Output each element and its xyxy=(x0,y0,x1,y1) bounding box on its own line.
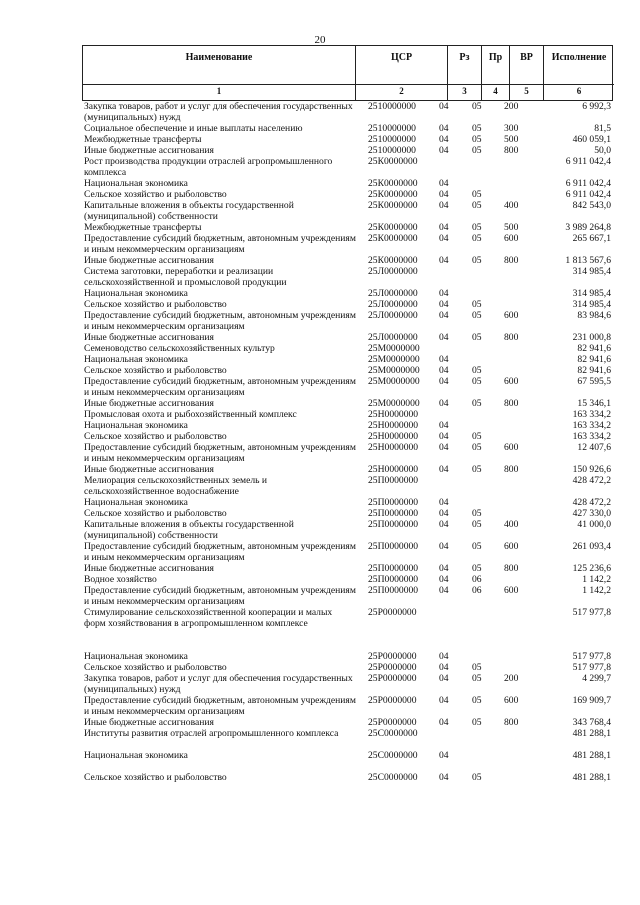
row-pr: 05 xyxy=(472,200,482,211)
row-rz: 04 xyxy=(439,365,449,376)
row-name: Иные бюджетные ассигнования xyxy=(84,255,214,266)
row-csr: 25Р0000000 xyxy=(368,662,417,673)
row-rz: 04 xyxy=(439,464,449,475)
page-number: 20 xyxy=(314,34,326,46)
row-pr: 05 xyxy=(472,299,482,310)
row-rz: 04 xyxy=(439,772,449,783)
row-name: Сельское хозяйство и рыболовство xyxy=(84,508,227,519)
row-csr: 25П0000000 xyxy=(368,475,419,486)
table-row xyxy=(82,266,613,288)
row-execution: 6 911 042,4 xyxy=(565,178,611,189)
row-rz: 04 xyxy=(439,585,449,596)
header-num-csr: 2 xyxy=(399,86,404,96)
row-vr: 800 xyxy=(504,332,519,343)
row-rz: 04 xyxy=(439,178,449,189)
row-csr: 25Л0000000 xyxy=(368,288,418,299)
table-row xyxy=(82,123,613,134)
row-rz: 04 xyxy=(439,431,449,442)
table-row xyxy=(82,431,613,442)
row-rz: 04 xyxy=(439,651,449,662)
row-vr: 800 xyxy=(504,464,519,475)
row-execution: 83 984,6 xyxy=(577,310,611,321)
table-row xyxy=(82,134,613,145)
table-row xyxy=(82,464,613,475)
row-vr: 500 xyxy=(504,134,519,145)
row-name: Промысловая охота и рыбохозяйственный комплекс xyxy=(84,409,297,420)
row-vr: 600 xyxy=(504,233,519,244)
table-row xyxy=(82,563,613,574)
row-pr: 05 xyxy=(472,189,482,200)
row-csr: 2510000000 xyxy=(368,134,416,145)
table-row xyxy=(82,288,613,299)
row-rz: 04 xyxy=(439,717,449,728)
row-pr: 05 xyxy=(472,717,482,728)
row-name: Национальная экономика xyxy=(84,750,188,761)
header-num-exec: 6 xyxy=(576,86,582,96)
row-csr: 25С0000000 xyxy=(368,728,418,739)
row-rz: 04 xyxy=(439,354,449,365)
table-row xyxy=(82,332,613,343)
row-vr: 800 xyxy=(504,255,519,266)
table-row xyxy=(82,717,613,728)
table-body xyxy=(82,101,613,783)
table-row xyxy=(82,651,613,662)
row-vr: 800 xyxy=(504,398,519,409)
row-execution: 41 000,0 xyxy=(577,519,611,530)
table-row xyxy=(82,420,613,431)
row-name: Предоставление субсидий бюджетным, автономным учреждениям и иным некоммерческим организациям xyxy=(84,233,356,255)
row-csr: 25К0000000 xyxy=(368,255,418,266)
table-row xyxy=(82,750,613,761)
row-vr: 600 xyxy=(504,585,519,596)
row-name: Национальная экономика xyxy=(84,354,188,365)
table-row xyxy=(82,156,613,178)
row-execution: 314 985,4 xyxy=(572,266,611,277)
row-vr: 600 xyxy=(504,695,519,706)
table-row xyxy=(82,728,613,750)
row-csr: 25М0000000 xyxy=(368,354,420,365)
row-name: Сельское хозяйство и рыболовство xyxy=(84,431,227,442)
row-name: Капитальные вложения в объекты государственной (муниципальной) собственности xyxy=(84,200,294,222)
row-name: Межбюджетные трансферты xyxy=(84,134,202,145)
header-csr-cell xyxy=(356,46,448,100)
row-rz: 04 xyxy=(439,200,449,211)
table-row xyxy=(82,200,613,222)
row-csr: 25К0000000 xyxy=(368,200,418,211)
row-pr: 05 xyxy=(472,398,482,409)
table-row xyxy=(82,233,613,255)
row-name: Предоставление субсидий бюджетным, автономным учреждениям и иным некоммерческим организациям xyxy=(84,442,356,464)
row-rz: 04 xyxy=(439,288,449,299)
row-rz: 04 xyxy=(439,519,449,530)
row-csr: 25П0000000 xyxy=(368,585,419,596)
row-name: Предоставление субсидий бюджетным, автономным учреждениям и иным некоммерческим организациям xyxy=(84,541,356,563)
row-csr: 25Р0000000 xyxy=(368,673,417,684)
table-row xyxy=(82,541,613,563)
row-name: Национальная экономика xyxy=(84,178,188,189)
row-execution: 842 543,0 xyxy=(572,200,611,211)
row-csr: 25П0000000 xyxy=(368,497,419,508)
row-name: Сельское хозяйство и рыболовство xyxy=(84,772,227,783)
row-csr: 2510000000 xyxy=(368,145,416,156)
row-rz: 04 xyxy=(439,222,449,233)
header-vr-cell xyxy=(510,46,544,100)
row-rz: 04 xyxy=(439,189,449,200)
table-row xyxy=(82,354,613,365)
row-name: Иные бюджетные ассигнования xyxy=(84,717,214,728)
row-vr: 600 xyxy=(504,442,519,453)
table-row xyxy=(82,365,613,376)
row-name: Предоставление субсидий бюджетным, автономным учреждениям и иным некоммерческим организациям xyxy=(84,585,356,607)
row-csr: 25П0000000 xyxy=(368,541,419,552)
row-execution: 343 768,4 xyxy=(572,717,611,728)
table-row xyxy=(82,673,613,695)
table-row xyxy=(82,409,613,420)
row-csr: 25К0000000 xyxy=(368,156,418,167)
row-rz: 04 xyxy=(439,750,449,761)
row-pr: 05 xyxy=(472,563,482,574)
row-rz: 04 xyxy=(439,497,449,508)
row-pr: 05 xyxy=(472,541,482,552)
table-row xyxy=(82,607,613,640)
row-execution: 261 093,4 xyxy=(572,541,611,552)
row-vr: 200 xyxy=(504,673,519,684)
row-name: Национальная экономика xyxy=(84,420,188,431)
row-csr: 25Л0000000 xyxy=(368,310,418,321)
row-csr: 25М0000000 xyxy=(368,376,420,387)
row-pr: 06 xyxy=(472,574,482,585)
row-name: Предоставление субсидий бюджетным, автономным учреждениям и иным некоммерческим организациям xyxy=(84,695,356,717)
row-pr: 05 xyxy=(472,123,482,134)
row-pr: 05 xyxy=(472,365,482,376)
row-name: Институты развития отраслей агропромышленного комплекса xyxy=(84,728,339,739)
row-rz: 04 xyxy=(439,508,449,519)
row-execution: 481 288,1 xyxy=(572,772,611,783)
header-num-pr: 4 xyxy=(493,86,498,96)
row-csr: 25Н0000000 xyxy=(368,464,419,475)
row-execution: 481 288,1 xyxy=(572,728,611,739)
row-rz: 04 xyxy=(439,255,449,266)
table-row xyxy=(82,376,613,398)
row-execution: 15 346,1 xyxy=(577,398,611,409)
row-execution: 82 941,6 xyxy=(577,365,611,376)
row-name: Водное хозяйство xyxy=(84,574,157,585)
row-pr: 05 xyxy=(472,101,482,112)
row-rz: 04 xyxy=(439,299,449,310)
row-execution: 428 472,2 xyxy=(572,475,611,486)
header-num-rz: 3 xyxy=(462,86,467,96)
row-vr: 400 xyxy=(504,200,519,211)
table-row xyxy=(82,442,613,464)
row-rz: 04 xyxy=(439,123,449,134)
row-pr: 05 xyxy=(472,662,482,673)
row-csr: 25М0000000 xyxy=(368,398,420,409)
row-pr: 05 xyxy=(472,508,482,519)
header-rz-cell xyxy=(448,46,482,100)
row-name: Рост производства продукции отраслей агропромышленного комплекса xyxy=(84,156,333,178)
row-execution: 82 941,6 xyxy=(577,343,611,354)
row-execution: 6 911 042,4 xyxy=(565,189,611,200)
row-csr: 25П0000000 xyxy=(368,563,419,574)
header-pr-cell xyxy=(482,46,510,100)
row-name: Закупка товаров, работ и услуг для обеспечения государственных (муниципальных) нужд xyxy=(84,673,353,695)
row-pr: 05 xyxy=(472,222,482,233)
row-vr: 600 xyxy=(504,376,519,387)
row-pr: 05 xyxy=(472,255,482,266)
row-name: Семеноводство сельскохозяйственных культур xyxy=(84,343,275,354)
row-pr: 05 xyxy=(472,772,482,783)
row-pr: 05 xyxy=(472,145,482,156)
row-csr: 25С0000000 xyxy=(368,750,418,761)
row-csr: 25П0000000 xyxy=(368,508,419,519)
row-name: Сельское хозяйство и рыболовство xyxy=(84,365,227,376)
row-execution: 517 977,8 xyxy=(572,607,611,618)
row-execution: 163 334,2 xyxy=(572,420,611,431)
row-rz: 04 xyxy=(439,673,449,684)
row-name: Межбюджетные трансферты xyxy=(84,222,202,233)
row-csr: 25Р0000000 xyxy=(368,607,417,618)
row-csr: 25Н0000000 xyxy=(368,442,419,453)
header-name: Наименование xyxy=(185,52,253,63)
row-execution: 1 142,2 xyxy=(582,574,611,585)
row-rz: 04 xyxy=(439,145,449,156)
row-csr: 25К0000000 xyxy=(368,233,418,244)
table-row xyxy=(82,343,613,354)
header-rz: Рз xyxy=(459,52,470,63)
row-name: Капитальные вложения в объекты государственной (муниципальной) собственности xyxy=(84,519,294,541)
table-row xyxy=(82,178,613,189)
row-vr: 400 xyxy=(504,519,519,530)
header-exec-cell xyxy=(544,46,614,100)
table-row xyxy=(82,222,613,233)
row-csr: 25К0000000 xyxy=(368,189,418,200)
row-rz: 04 xyxy=(439,332,449,343)
row-csr: 25М0000000 xyxy=(368,343,420,354)
row-execution: 12 407,6 xyxy=(577,442,611,453)
row-execution: 150 926,6 xyxy=(572,464,611,475)
row-execution: 481 288,1 xyxy=(572,750,611,761)
row-rz: 04 xyxy=(439,695,449,706)
row-vr: 800 xyxy=(504,563,519,574)
row-name: Предоставление субсидий бюджетным, автономным учреждениям и иным некоммерческим организациям xyxy=(84,310,356,332)
row-pr: 05 xyxy=(472,442,482,453)
row-vr: 600 xyxy=(504,541,519,552)
row-execution: 4 299,7 xyxy=(582,673,611,684)
row-name: Закупка товаров, работ и услуг для обеспечения государственных (муниципальных) нужд xyxy=(84,101,353,123)
table-row xyxy=(82,255,613,266)
row-csr: 25М0000000 xyxy=(368,365,420,376)
row-pr: 05 xyxy=(472,673,482,684)
row-rz: 04 xyxy=(439,574,449,585)
row-rz: 04 xyxy=(439,662,449,673)
row-execution: 427 330,0 xyxy=(572,508,611,519)
row-execution: 163 334,2 xyxy=(572,431,611,442)
row-name: Сельское хозяйство и рыболовство xyxy=(84,662,227,673)
header-num-vr: 5 xyxy=(524,86,529,96)
row-csr: 2510000000 xyxy=(368,101,416,112)
row-csr: 25К0000000 xyxy=(368,222,418,233)
header-pr: Пр xyxy=(488,52,503,63)
row-execution: 314 985,4 xyxy=(572,288,611,299)
header-csr: ЦСР xyxy=(390,52,413,63)
row-name: Система заготовки, переработки и реализации сельскохозяйственной и промысловой продукции xyxy=(84,266,287,288)
row-execution: 231 000,8 xyxy=(572,332,611,343)
row-rz: 04 xyxy=(439,442,449,453)
table-row xyxy=(82,695,613,717)
row-name: Сельское хозяйство и рыболовство xyxy=(84,189,227,200)
row-pr: 06 xyxy=(472,585,482,596)
row-csr: 25П0000000 xyxy=(368,574,419,585)
row-pr: 05 xyxy=(472,431,482,442)
row-rz: 04 xyxy=(439,541,449,552)
row-name: Социальное обеспечение и иные выплаты населению xyxy=(84,123,303,134)
row-execution: 163 334,2 xyxy=(572,409,611,420)
row-name: Предоставление субсидий бюджетным, автономным учреждениям и иным некоммерческим организациям xyxy=(84,376,356,398)
header-exec: Исполнение xyxy=(551,52,607,63)
row-vr: 600 xyxy=(504,310,519,321)
row-csr: 25Л0000000 xyxy=(368,266,418,277)
row-execution: 50,0 xyxy=(594,145,611,156)
row-name: Иные бюджетные ассигнования xyxy=(84,145,214,156)
row-csr: 25С0000000 xyxy=(368,772,418,783)
row-rz: 04 xyxy=(439,310,449,321)
table-header xyxy=(82,45,613,101)
table-row xyxy=(82,310,613,332)
row-execution: 82 941,6 xyxy=(577,354,611,365)
row-execution: 169 909,7 xyxy=(572,695,611,706)
row-name: Национальная экономика xyxy=(84,497,188,508)
row-vr: 300 xyxy=(504,123,519,134)
row-name: Национальная экономика xyxy=(84,651,188,662)
table-row xyxy=(82,497,613,508)
row-pr: 05 xyxy=(472,332,482,343)
row-csr: 25Р0000000 xyxy=(368,717,417,728)
row-execution: 3 989 264,8 xyxy=(565,222,611,233)
row-execution: 517 977,8 xyxy=(572,662,611,673)
header-vr: ВР xyxy=(520,52,533,63)
row-pr: 05 xyxy=(472,310,482,321)
row-csr: 25Р0000000 xyxy=(368,695,417,706)
row-name: Иные бюджетные ассигнования xyxy=(84,398,214,409)
table-row xyxy=(82,519,613,541)
row-rz: 04 xyxy=(439,398,449,409)
header-num-name: 1 xyxy=(216,86,222,96)
row-rz: 04 xyxy=(439,376,449,387)
table-row xyxy=(82,772,613,783)
table-row xyxy=(82,585,613,607)
row-vr: 500 xyxy=(504,222,519,233)
table-row xyxy=(82,145,613,156)
row-pr: 05 xyxy=(472,464,482,475)
row-execution: 67 595,5 xyxy=(577,376,611,387)
row-execution: 6 992,3 xyxy=(582,101,611,112)
row-csr: 25П0000000 xyxy=(368,519,419,530)
row-execution: 314 985,4 xyxy=(572,299,611,310)
row-name: Иные бюджетные ассигнования xyxy=(84,464,214,475)
row-csr: 25Н0000000 xyxy=(368,431,419,442)
row-execution: 517 977,8 xyxy=(572,651,611,662)
row-execution: 428 472,2 xyxy=(572,497,611,508)
header-name-cell xyxy=(83,46,356,100)
table-row xyxy=(82,398,613,409)
row-name: Стимулирование сельскохозяйственной кооперации и малых форм хозяйствования в агропромышленном комплексе xyxy=(84,607,333,629)
row-execution: 265 667,1 xyxy=(572,233,611,244)
row-execution: 1 813 567,6 xyxy=(565,255,611,266)
table-row xyxy=(82,475,613,497)
row-csr: 25Р0000000 xyxy=(368,651,417,662)
row-csr: 25Л0000000 xyxy=(368,332,418,343)
table-row xyxy=(82,508,613,519)
row-pr: 05 xyxy=(472,695,482,706)
row-name: Сельское хозяйство и рыболовство xyxy=(84,299,227,310)
row-name: Иные бюджетные ассигнования xyxy=(84,563,214,574)
table-row xyxy=(82,662,613,673)
row-execution: 125 236,6 xyxy=(572,563,611,574)
row-execution: 81,5 xyxy=(594,123,611,134)
row-rz: 04 xyxy=(439,134,449,145)
row-execution: 460 059,1 xyxy=(572,134,611,145)
row-pr: 05 xyxy=(472,233,482,244)
row-csr: 25Л0000000 xyxy=(368,299,418,310)
row-name: Национальная экономика xyxy=(84,288,188,299)
row-pr: 05 xyxy=(472,519,482,530)
row-vr: 800 xyxy=(504,717,519,728)
row-csr: 2510000000 xyxy=(368,123,416,134)
table-row xyxy=(82,299,613,310)
table-row xyxy=(82,101,613,123)
row-pr: 05 xyxy=(472,134,482,145)
table-row xyxy=(82,574,613,585)
row-rz: 04 xyxy=(439,233,449,244)
row-csr: 25Н0000000 xyxy=(368,420,419,431)
table-row xyxy=(82,189,613,200)
row-rz: 04 xyxy=(439,101,449,112)
row-name: Иные бюджетные ассигнования xyxy=(84,332,214,343)
row-execution: 6 911 042,4 xyxy=(565,156,611,167)
row-vr: 800 xyxy=(504,145,519,156)
row-rz: 04 xyxy=(439,563,449,574)
row-execution: 1 142,2 xyxy=(582,585,611,596)
row-rz: 04 xyxy=(439,420,449,431)
row-vr: 200 xyxy=(504,101,519,112)
row-csr: 25Н0000000 xyxy=(368,409,419,420)
row-pr: 05 xyxy=(472,376,482,387)
row-name: Мелиорация сельскохозяйственных земель и сельскохозяйственное водоснабжение xyxy=(84,475,268,497)
row-csr: 25К0000000 xyxy=(368,178,418,189)
